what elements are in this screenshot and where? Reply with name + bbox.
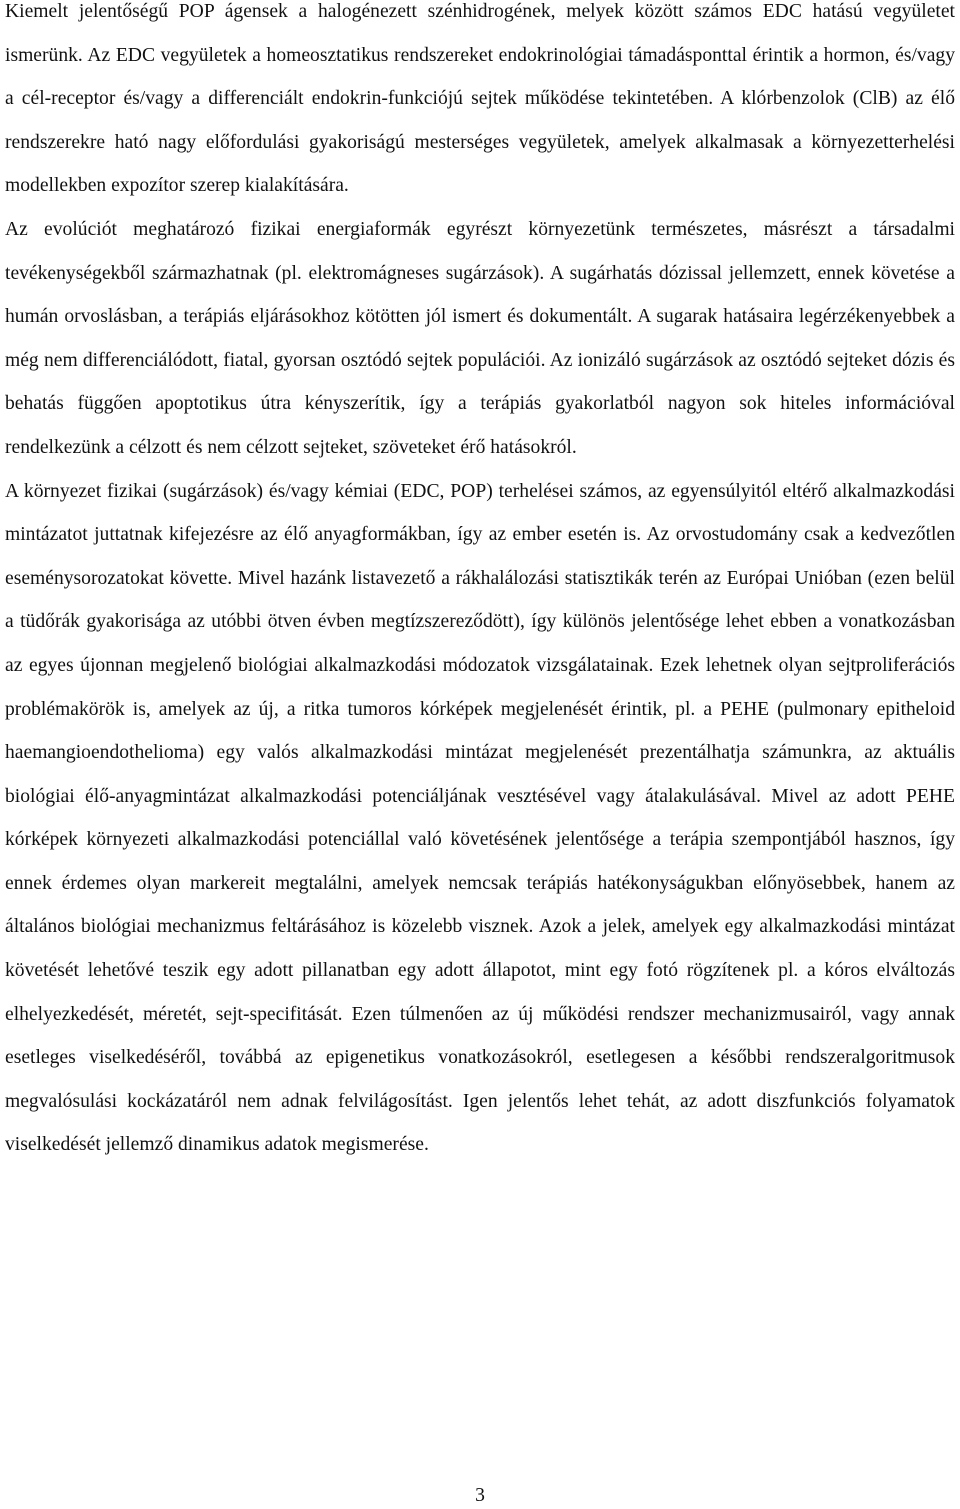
page-number: 3: [475, 1485, 485, 1506]
paragraph-environment-load: A környezet fizikai (sugárzások) és/vagy kémiai (EDC, POP) terhelései számos, az egyensúlyitól eltérő alkalmazkodási mintázatot juttatnak kifejezésre az élő anyagformákban, így az ember esetén is. Az orvostudomány csak a kedvezőtlen eseménysorozatokat követte. Mivel hazánk listavezető a rákhalálozási statisztikák terén az Európai Unióban (ezen belül a tüdőrák gyakorisága az utóbbi ötven évben megtízszereződött), így különös jelentősége lehet ebben a vonatkozásban az egyes újonnan megjelenő biológiai alkalmazkodási módozatok vizsgálatainak. Ezek lehetnek olyan sejtproliferációs problémakörök is, amelyek az új, a ritka tumoros kórképek megjelenését érintik, pl. a PEHE (pulmonary epitheloid haemangioendothelioma) egy valós alkalmazkodási mintázat megjelenését prezentálhatja számunkra, az aktuális biológiai élő-anyagmintázat alkalmazkodási potenciáljának vesztésével vagy átalakulásával. Mivel az adott PEHE kórképek környezeti alkalmazkodási potenciállal való követésének jelentősége a terápia szempontjából hasznos, így ennek érdemes olyan markereit megtalálni, amelyek nemcsak terápiás hatékonyságukban előnyösebbek, hanem az általános biológiai mechanizmus feltárásához is közelebb visznek. Azok a jelek, amelyek egy alkalmazkodási mintázat követését lehetővé teszik egy adott pillanatban egy adott állapotot, mint egy fotó rögzítenek pl. a kóros elváltozás elhelyezkedését, méretét, sejt-specifitását. Ezen túlmenően az új működési rendszer mechanizmusairól, vagy annak esetleges viselkedéséről, továbbá az epigenetikus vonatkozásokról, esetlegesen a későbbi rendszeralgoritmusok megvalósulási kockázatáról nem adnak felvilágosítást. Igen jelentős lehet tehát, az adott diszfunkciós folyamatok viselkedését jellemző dinamikus adatok megismerése.: [5, 480, 955, 1156]
paragraph-physical-energy: Az evolúciót meghatározó fizikai energiaformák egyrészt környezetünk természetes, másrészt a társadalmi tevékenységekből származhatnak (pl. elektromágneses sugárzások). A sugárhatás dózissal jellemzett, ennek követése a humán orvoslásban, a terápiás eljárásokhoz kötötten jól ismert és dokumentált. A sugarak hatásaira legérzékenyebbek a még nem differenciálódott, fiatal, gyorsan osztódó sejtek populációi. Az ionizáló sugárzások az osztódó sejteket dózis és behatás függően apoptotikus útra kényszerítik, így a terápiás gyakorlatból nagyon sok hiteles információval rendelkezünk a célzott és nem célzott sejteket, szöveteket érő hatásokról.: [5, 218, 955, 458]
document-body: [5, 0, 955, 1167]
paragraph-pop-edc: Kiemelt jelentőségű POP ágensek a halogénezett szénhidrogének, melyek között számos EDC hatású vegyületet ismerünk. Az EDC vegyületek a homeosztatikus rendszereket endokrinológiai támadásponttal érintik a hormon, és/vagy a cél-receptor és/vagy a differenciált endokrin-funkciójú sejtek működése tekintetében. A klórbenzolok (ClB) az élő rendszerekre ható nagy előfordulási gyakoriságú mesterséges vegyületek, amelyek alkalmasak a környezetterhelési modellekben expozítor szerep kialakítására.: [5, 1, 955, 197]
